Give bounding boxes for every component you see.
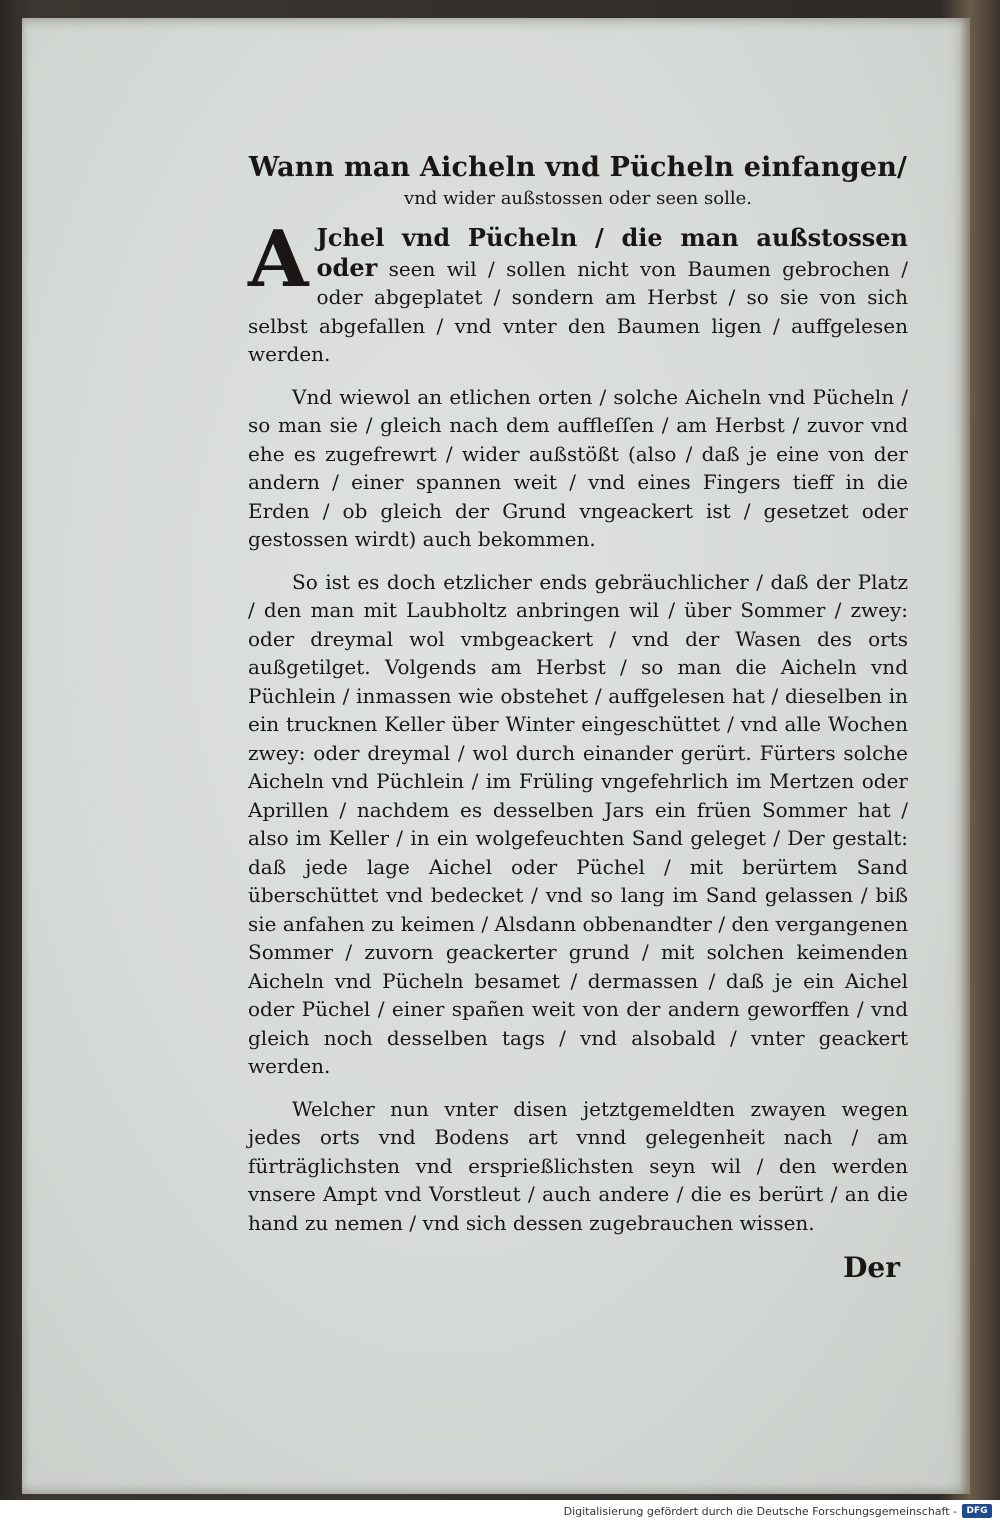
drop-cap-initial: A [248,214,309,305]
footer-credit-bar [0,1500,1000,1522]
page-text-block [248,150,908,1284]
footer-credit-text: Digitalisierung gefördert durch die Deutsche Forschungsgemeinschaft - [563,1504,957,1518]
paragraph-1-opening-words: Jchel vnd Pücheln / die man außstossen oder [316,223,908,282]
paragraph-1-text: seen wil / sollen nicht von Baumen gebrochen / oder abgeplatet / sondern am Herbst / so sie von sich selbst abgefallen / vnd vnter den Baumen ligen / auffgelesen werden. [248,256,908,366]
section-heading-line-1: Wann man Aicheln vnd Pücheln einfangen/ [248,152,908,183]
paragraph-3: So ist es doch etzlicher ends gebräuchlicher / daß der Platz / den man mit Laubholtz anbringen wil / über Sommer / zwey: oder dreymal wol vmbgeackert / vnd der Wasen des orts außgetilget. Volgends am Herbst / so man die Aicheln vnd Püchlein / inmassen wie obstehet / auffgelesen hat / dieselben in ein trucknen Keller über Winter eingeschüttet / vnd alle Wochen zwey: oder dreymal / wol durch einander gerürt. Fürters solche Aicheln vnd Püchlein / im Früling vngefehrlich im Mertzen oder Aprillen / nachdem es desselben Jars ein früen Sommer hat / also im Keller / in ein wolgefeuchten Sand geleget / Der gestalt: daß jede lage Aichel oder Püchel / mit berürtem Sand überschüttet vnd bedecket / vnd so lang im Sand gelassen / biß sie anfahen zu keimen / Alsdann obbenandter / den vergangenen Sommer / zuvorn geackerter grund / mit solchen keimenden Aicheln vnd Pücheln besamet / dermassen / daß je ein Aichel oder Püchel / einer spañen weit von der andern geworffen / vnd gleich noch desselben tags / vnd alsobald / vnter geackert werden. [248,569,908,1078]
paragraph-4: Welcher nun vnter disen jetztgemeldten zwayen wegen jedes orts vnd Bodens art vnnd gelegenheit nach / am fürträglichsten vnd ersprießlichsten seyn wil / den werden vnsere Ampt vnd Vorstleut / auch andere / die es berürt / an die hand zu nemen / vnd sich dessen zugebrauchen wissen. [248,1096,908,1235]
page-edge-shadow [960,18,970,1494]
dfg-logo-icon: DFG [962,1504,992,1518]
catchword: Der [843,1251,900,1284]
paragraph-2: Vnd wiewol an etlichen orten / solche Aicheln vnd Pücheln / so man sie / gleich nach dem auffleſſen / am Herbst / zuvor vnd ehe es zugefrewrt / wider außstößt (also / daß je eine von der andern / einer spannen weit / vnd eines Fingers tieff in die Erden / ob gleich der Grund vngeackert ist / gesetzet oder gestossen wirdt) auch bekommen. [248,384,908,551]
section-heading-line-2: vnd wider außstossen oder seen solle. [404,188,752,209]
paragraph-1 [248,214,908,369]
